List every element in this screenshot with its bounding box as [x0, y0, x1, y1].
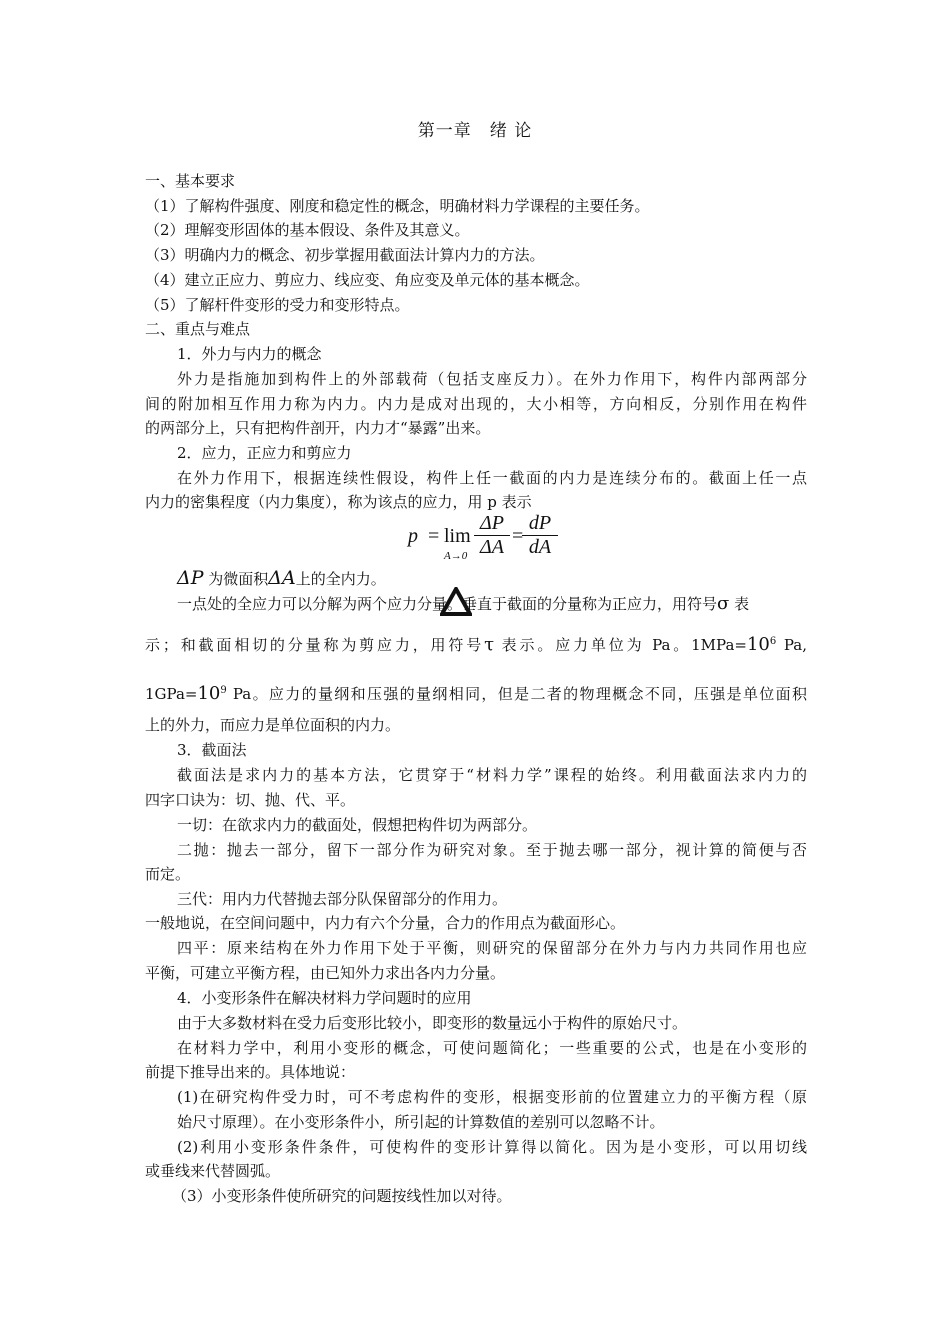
- paragraph-line: 在材料力学中，利用小变形的概念，可使问题简化；一些重要的公式，也是在小变形的: [177, 1039, 807, 1057]
- paragraph-line: 平衡，可建立平衡方程，由已知外力求出各内力分量。: [145, 964, 506, 982]
- paragraph-line: 外力是指施加到构件上的外部载荷（包括支座反力）。在外力作用下，构件内部两部分: [177, 370, 807, 388]
- power-exponent: 6: [769, 636, 777, 647]
- text-run: 表示。应力单位为 Pa。1MPa=: [494, 636, 747, 654]
- power-base: 10: [197, 683, 221, 704]
- formula-limit: lim: [444, 525, 471, 547]
- paragraph-line: 截面法是求内力的基本方法，它贯穿于“材料力学”课程的始终。利用截面法求内力的: [177, 766, 807, 784]
- formula-equals: =: [428, 525, 440, 547]
- paragraph-line: (1)在研究构件受力时，可不考虑构件的变形，根据变形前的位置建立力的平衡方程（原: [177, 1088, 807, 1106]
- fraction-denominator: ΔA: [480, 536, 504, 558]
- text-run: Pa。应力的量纲和压强的量纲相同，但是二者的物理概念不同，压强是单位面积: [226, 685, 807, 703]
- chapter-title: 第一章 绪 论: [417, 121, 533, 141]
- formula-fraction-delta: [474, 512, 510, 558]
- paragraph-line: 而定。: [145, 865, 191, 883]
- sigma-symbol: σ: [717, 593, 730, 614]
- paragraph-line: 由于大多数材料在受力后变形比较小，即变形的数量远小于构件的原始尺寸。: [177, 1014, 688, 1032]
- delta-p-symbol: ΔP: [177, 567, 204, 589]
- paragraph-line: 前提下推导出来的。具体地说：: [145, 1063, 356, 1081]
- stress-formula: [408, 512, 558, 564]
- paragraph-line: (2)利用小变形条件条件，可使构件的变形计算得以简化。因为是小变形，可以用切线: [177, 1138, 807, 1156]
- fraction-numerator: dP: [522, 512, 558, 536]
- paragraph-line: 始尺寸原理）。在小变形条件小，所引起的计算数值的差别可以忽略不计。: [177, 1113, 665, 1131]
- step-discard: 二抛：抛去一部分，留下一部分作为研究对象。至于抛去哪一部分，视计算的简便与否: [177, 841, 807, 859]
- paragraph-line: [177, 568, 386, 589]
- step-balance: 四平：原来结构在外力作用下处于平衡，则研究的保留部分在外力与内力共同作用也应: [177, 939, 807, 957]
- text-run: 1GPa=: [145, 685, 198, 703]
- requirement-item: （1）了解构件强度、刚度和稳定性的概念，明确材料力学课程的主要任务。: [145, 197, 650, 215]
- paragraph-line: [145, 632, 807, 655]
- paragraph-line: 在外力作用下，根据连续性假设，构件上任一截面的内力是连续分布的。截面上任一点: [177, 469, 807, 487]
- paragraph-line: 四字口诀为：切、抛、代、平。: [145, 791, 356, 809]
- requirement-item: （2）理解变形固体的基本假设、条件及其意义。: [145, 221, 470, 239]
- section-heading-requirements: 一、基本要求: [145, 172, 236, 190]
- requirement-item: （5）了解杆件变形的受力和变形特点。: [145, 296, 410, 314]
- formula-equals: =: [512, 525, 524, 547]
- text-run: Pa,: [776, 636, 807, 654]
- subheading-small-deformation: 4．小变形条件在解决材料力学问题时的应用: [177, 989, 472, 1007]
- formula-limit-subscript: A→0: [444, 550, 468, 562]
- paragraph-line: （3）小变形条件使所研究的问题按线性加以对待。: [172, 1187, 512, 1205]
- paragraph-line: 一般地说，在空间问题中，内力有六个分量，合力的作用点为截面形心。: [145, 914, 626, 932]
- text-run: 示；和截面相切的分量称为剪应力，用符号: [145, 636, 485, 654]
- subheading-stress: 2．应力，正应力和剪应力: [177, 444, 352, 462]
- text-run: 表: [729, 595, 750, 613]
- warning-triangle-icon: [440, 587, 472, 617]
- paragraph-line: 上的外力，而应力是单位面积的内力。: [145, 716, 401, 734]
- power-exponent: 9: [220, 685, 227, 696]
- step-replace: 三代：用内力代替抛去部分队保留部分的作用力。: [177, 890, 508, 908]
- subheading-section-method: 3．截面法: [177, 741, 247, 759]
- text-run: 一点处的全应力可以分解为两个应力分量。垂直于截面的分量称为正应力，用符号: [177, 595, 718, 613]
- paragraph-line: 或垂线来代替圆弧。: [145, 1162, 281, 1180]
- formula-symbol-p: p: [408, 525, 418, 547]
- step-cut: 一切：在欲求内力的截面处，假想把构件切为两部分。: [177, 816, 538, 834]
- power-base: 10: [746, 634, 770, 655]
- subheading-forces: 1．外力与内力的概念: [177, 345, 322, 363]
- paragraph-line: 内力的密集程度（内力集度），称为该点的应力，用 p 表示: [145, 493, 532, 511]
- delta-a-symbol: ΔA: [268, 567, 296, 589]
- paragraph-line: 间的附加相互作用力称为内力。内力是成对出现的，大小相等，方向相反，分别作用在构件: [145, 395, 807, 413]
- text-run: 上的全内力。: [295, 570, 386, 588]
- fraction-numerator: ΔP: [474, 512, 510, 536]
- paragraph-line: [145, 681, 807, 704]
- requirement-item: （3）明确内力的概念、初步掌握用截面法计算内力的方法。: [145, 246, 545, 264]
- fraction-denominator: dA: [528, 536, 552, 558]
- tau-symbol: τ: [484, 634, 495, 655]
- paragraph-line: 的两部分上，只有把构件剖开，内力才“暴露”出来。: [145, 419, 491, 437]
- formula-fraction-derivative: [522, 512, 558, 558]
- text-run: 为微面积: [203, 570, 269, 588]
- requirement-item: （4）建立正应力、剪应力、线应变、角应变及单元体的基本概念。: [145, 271, 590, 289]
- section-heading-keypoints: 二、重点与难点: [145, 320, 251, 338]
